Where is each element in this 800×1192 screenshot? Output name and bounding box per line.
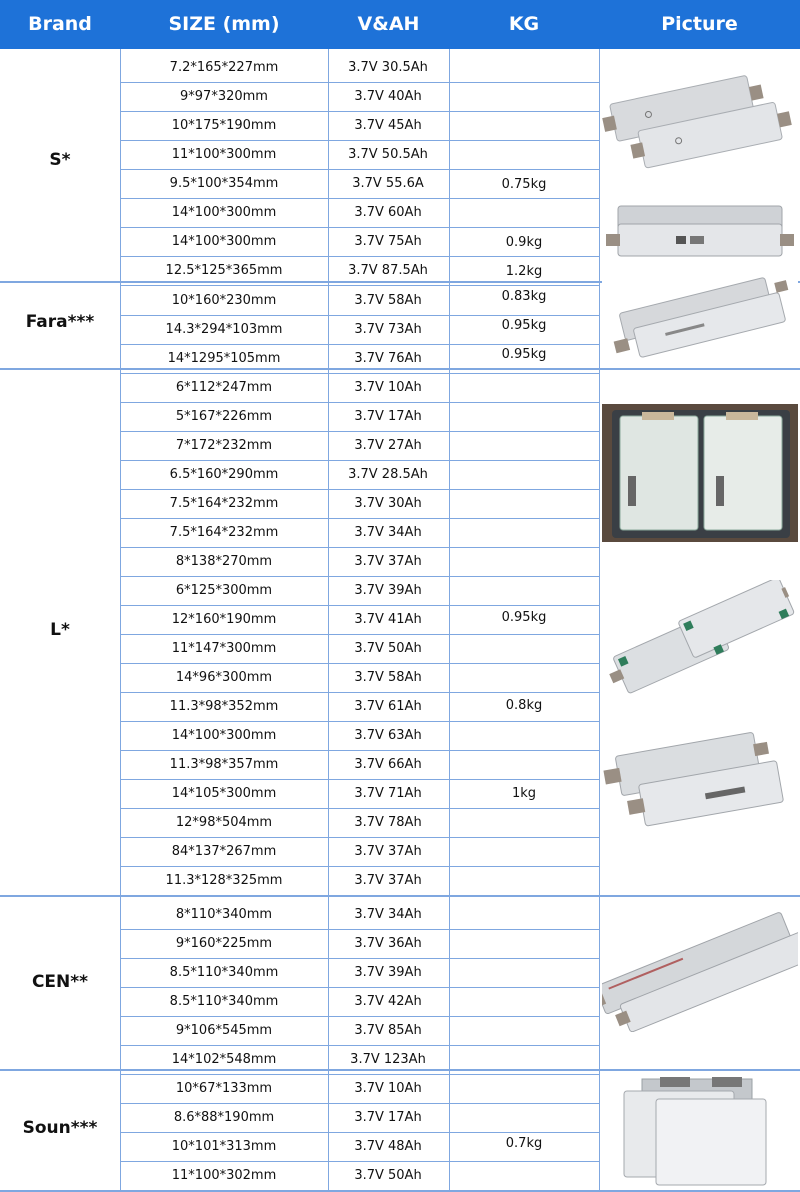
size-cell: 12.5*125*365mm [165, 263, 283, 278]
vah-cell: 3.7V 78Ah [354, 815, 422, 830]
size-cell: 11.3*98*357mm [169, 757, 279, 772]
size-cell: 14*96*300mm [175, 670, 273, 685]
vah-cell: 3.7V 60Ah [354, 205, 422, 220]
battery-cell-photo [602, 272, 798, 360]
vah-cell: 3.7V 42Ah [354, 994, 422, 1009]
table-row [120, 576, 599, 606]
table-row [120, 900, 599, 930]
size-cell: 12*98*504mm [175, 815, 273, 830]
table-row [120, 82, 599, 112]
table-row [120, 1016, 599, 1046]
vah-cell: 3.7V 76Ah [354, 351, 422, 366]
vah-cell: 3.7V 34Ah [354, 525, 422, 540]
brand-label: Soun*** [22, 1118, 98, 1138]
size-cell: 8.6*88*190mm [173, 1110, 275, 1125]
size-cell: 11.3*128*325mm [165, 873, 283, 888]
size-cell: 11*100*300mm [171, 147, 277, 162]
size-cell: 14*100*300mm [171, 728, 277, 743]
vah-cell: 3.7V 58Ah [354, 670, 422, 685]
vah-cell: 3.7V 17Ah [354, 1110, 422, 1125]
size-cell: 9*106*545mm [175, 1023, 273, 1038]
vah-cell: 3.7V 37Ah [354, 554, 422, 569]
brand-label: CEN** [31, 972, 89, 992]
weight-value: 0.8kg [505, 698, 543, 713]
table-row [120, 489, 599, 519]
column-divider [599, 49, 600, 1192]
vah-cell: 3.7V 39Ah [354, 583, 422, 598]
size-cell: 14*100*300mm [171, 234, 277, 249]
vah-cell: 3.7V 50Ah [354, 641, 422, 656]
size-cell: 6*125*300mm [175, 583, 273, 598]
size-cell: 10*101*313mm [171, 1139, 277, 1154]
table-row [120, 460, 599, 490]
battery-cell-photo [602, 1073, 798, 1189]
size-cell: 7.2*165*227mm [169, 60, 279, 75]
vah-cell: 3.7V 39Ah [354, 965, 422, 980]
vah-cell: 3.7V 73Ah [354, 322, 422, 337]
table-row [120, 866, 599, 896]
header-brand: Brand [28, 13, 92, 35]
size-cell: 14*100*300mm [171, 205, 277, 220]
vah-cell: 3.7V 66Ah [354, 757, 422, 772]
table-row [120, 198, 599, 228]
table-row [120, 634, 599, 664]
size-cell: 14*105*300mm [171, 786, 277, 801]
size-cell: 11.3*98*352mm [169, 699, 279, 714]
group-divider [0, 895, 800, 897]
battery-cell-photo [602, 718, 798, 836]
vah-cell: 3.7V 36Ah [354, 936, 422, 951]
size-cell: 10*67*133mm [175, 1081, 273, 1096]
vah-cell: 3.7V 61Ah [354, 699, 422, 714]
battery-cell-photo [602, 198, 798, 268]
table-row [120, 53, 599, 83]
size-cell: 8*110*340mm [175, 907, 273, 922]
weight-value: 1kg [511, 786, 537, 801]
vah-cell: 3.7V 123Ah [350, 1052, 426, 1067]
table-row [120, 140, 599, 170]
vah-cell: 3.7V 55.6A [352, 176, 424, 191]
size-cell: 14*102*548mm [171, 1052, 277, 1067]
vah-cell: 3.7V 45Ah [354, 118, 422, 133]
battery-box-photo [602, 404, 798, 542]
column-divider [449, 49, 450, 1192]
header-vah: V&AH [357, 13, 420, 35]
table-row [120, 837, 599, 867]
column-divider [328, 49, 329, 1192]
size-cell: 7.5*164*232mm [169, 525, 279, 540]
size-cell: 11*100*302mm [171, 1168, 277, 1183]
size-cell: 6.5*160*290mm [169, 467, 279, 482]
group-divider [0, 1069, 800, 1071]
vah-cell: 3.7V 40Ah [354, 89, 422, 104]
vah-cell: 3.7V 58Ah [354, 293, 422, 308]
size-cell: 7.5*164*232mm [169, 496, 279, 511]
weight-value: 0.95kg [501, 610, 547, 625]
weight-value: 0.75kg [501, 177, 547, 192]
header-picture: Picture [661, 13, 738, 35]
table-row [120, 808, 599, 838]
vah-cell: 3.7V 30Ah [354, 496, 422, 511]
vah-cell: 3.7V 27Ah [354, 438, 422, 453]
table-row [120, 750, 599, 780]
table-row [120, 721, 599, 751]
size-cell: 9*97*320mm [180, 89, 268, 104]
vah-cell: 3.7V 34Ah [354, 907, 422, 922]
vah-cell: 3.7V 37Ah [354, 873, 422, 888]
vah-cell: 3.7V 10Ah [354, 380, 422, 395]
size-cell: 10*175*190mm [171, 118, 277, 133]
battery-cell-photo [602, 906, 798, 1032]
brand-label: S* [49, 150, 71, 170]
table-row [120, 1103, 599, 1133]
table-row [120, 431, 599, 461]
size-cell: 9.5*100*354mm [169, 176, 279, 191]
vah-cell: 3.7V 87.5Ah [348, 263, 428, 278]
size-cell: 14*1295*105mm [167, 351, 281, 366]
table-row [120, 958, 599, 988]
brand-label: Fara*** [25, 312, 95, 332]
brand-label: L* [50, 620, 70, 640]
table-row [120, 663, 599, 693]
size-cell: 11*147*300mm [171, 641, 277, 656]
header-kg: KG [508, 13, 540, 35]
table-row [120, 929, 599, 959]
size-cell: 6*112*247mm [175, 380, 273, 395]
vah-cell: 3.7V 85Ah [354, 1023, 422, 1038]
weight-value: 0.83kg [501, 289, 547, 304]
vah-cell: 3.7V 71Ah [354, 786, 422, 801]
battery-cell-photo [602, 580, 798, 694]
table-row [120, 111, 599, 141]
weight-value: 0.7kg [505, 1136, 543, 1151]
weight-value: 0.95kg [501, 347, 547, 362]
size-cell: 8.5*110*340mm [169, 994, 279, 1009]
weight-value: 0.95kg [501, 318, 547, 333]
table-row [120, 1074, 599, 1104]
vah-cell: 3.7V 17Ah [354, 409, 422, 424]
vah-cell: 3.7V 75Ah [354, 234, 422, 249]
vah-cell: 3.7V 63Ah [354, 728, 422, 743]
size-cell: 10*160*230mm [171, 293, 277, 308]
vah-cell: 3.7V 50Ah [354, 1168, 422, 1183]
table-row [120, 373, 599, 403]
size-cell: 9*160*225mm [175, 936, 273, 951]
vah-cell: 3.7V 41Ah [354, 612, 422, 627]
size-cell: 8*138*270mm [175, 554, 273, 569]
size-cell: 7*172*232mm [175, 438, 273, 453]
vah-cell: 3.7V 28.5Ah [348, 467, 428, 482]
vah-cell: 3.7V 37Ah [354, 844, 422, 859]
table-row [120, 518, 599, 548]
table-row [120, 1161, 599, 1191]
table-row [120, 547, 599, 577]
table-header [0, 0, 800, 49]
header-size: SIZE (mm) [168, 13, 280, 35]
table-row [120, 987, 599, 1017]
size-cell: 84*137*267mm [171, 844, 277, 859]
table-row [120, 402, 599, 432]
size-cell: 14.3*294*103mm [165, 322, 283, 337]
size-cell: 8.5*110*340mm [169, 965, 279, 980]
weight-value: 0.9kg [505, 235, 543, 250]
weight-value: 1.2kg [505, 264, 543, 279]
vah-cell: 3.7V 30.5Ah [348, 60, 428, 75]
size-cell: 5*167*226mm [175, 409, 273, 424]
vah-cell: 3.7V 48Ah [354, 1139, 422, 1154]
group-divider [0, 368, 800, 370]
column-divider [120, 49, 121, 1192]
vah-cell: 3.7V 50.5Ah [348, 147, 428, 162]
vah-cell: 3.7V 10Ah [354, 1081, 422, 1096]
battery-cell-photo [602, 56, 798, 196]
size-cell: 12*160*190mm [171, 612, 277, 627]
